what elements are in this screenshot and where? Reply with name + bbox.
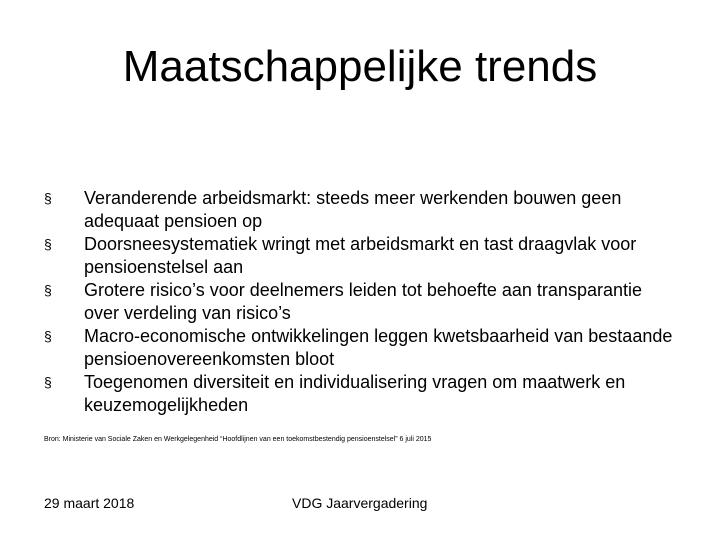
bullet-text: Doorsneesystematiek wringt met arbeidsmarkt en tast draagvlak voor pensioenstelsel aan [84, 234, 637, 277]
bullet-item [44, 279, 680, 325]
bullet-marker-icon: § [44, 190, 52, 206]
bullet-text: Toegenomen diversiteit en individualisering vragen om maatwerk en keuzemogelijkheden [84, 372, 626, 415]
bullet-text: Grotere risico’s voor deelnemers leiden tot behoefte aan transparantie over verdeling van risico’s [84, 280, 642, 323]
bullet-item [44, 187, 680, 233]
bullet-item [44, 233, 680, 279]
slide-title: Maatschappelijke trends [122, 42, 598, 91]
bullet-text: Veranderende arbeidsmarkt: steeds meer werkenden bouwen geen adequaat pensioen op [84, 188, 622, 231]
bullet-list [44, 187, 680, 417]
bullet-text: Macro-economische ontwikkelingen leggen kwetsbaarheid van bestaande pensioenovereenkomsten bloot [84, 326, 673, 369]
bullet-marker-icon: § [44, 374, 52, 390]
bullet-item [44, 371, 680, 417]
bullet-marker-icon: § [44, 328, 52, 344]
bullet-marker-icon: § [44, 282, 52, 298]
source-note: Bron: Ministerie van Sociale Zaken en Werkgelegenheid “Hoofdlijnen van een toekomstbestendig pensioenstelsel” 6 juli 2015 [44, 436, 432, 443]
bullet-item [44, 325, 680, 371]
footer-event: VDG Jaarvergadering [292, 495, 428, 511]
bullet-marker-icon: § [44, 236, 52, 252]
footer-date: 29 maart 2018 [44, 495, 135, 511]
